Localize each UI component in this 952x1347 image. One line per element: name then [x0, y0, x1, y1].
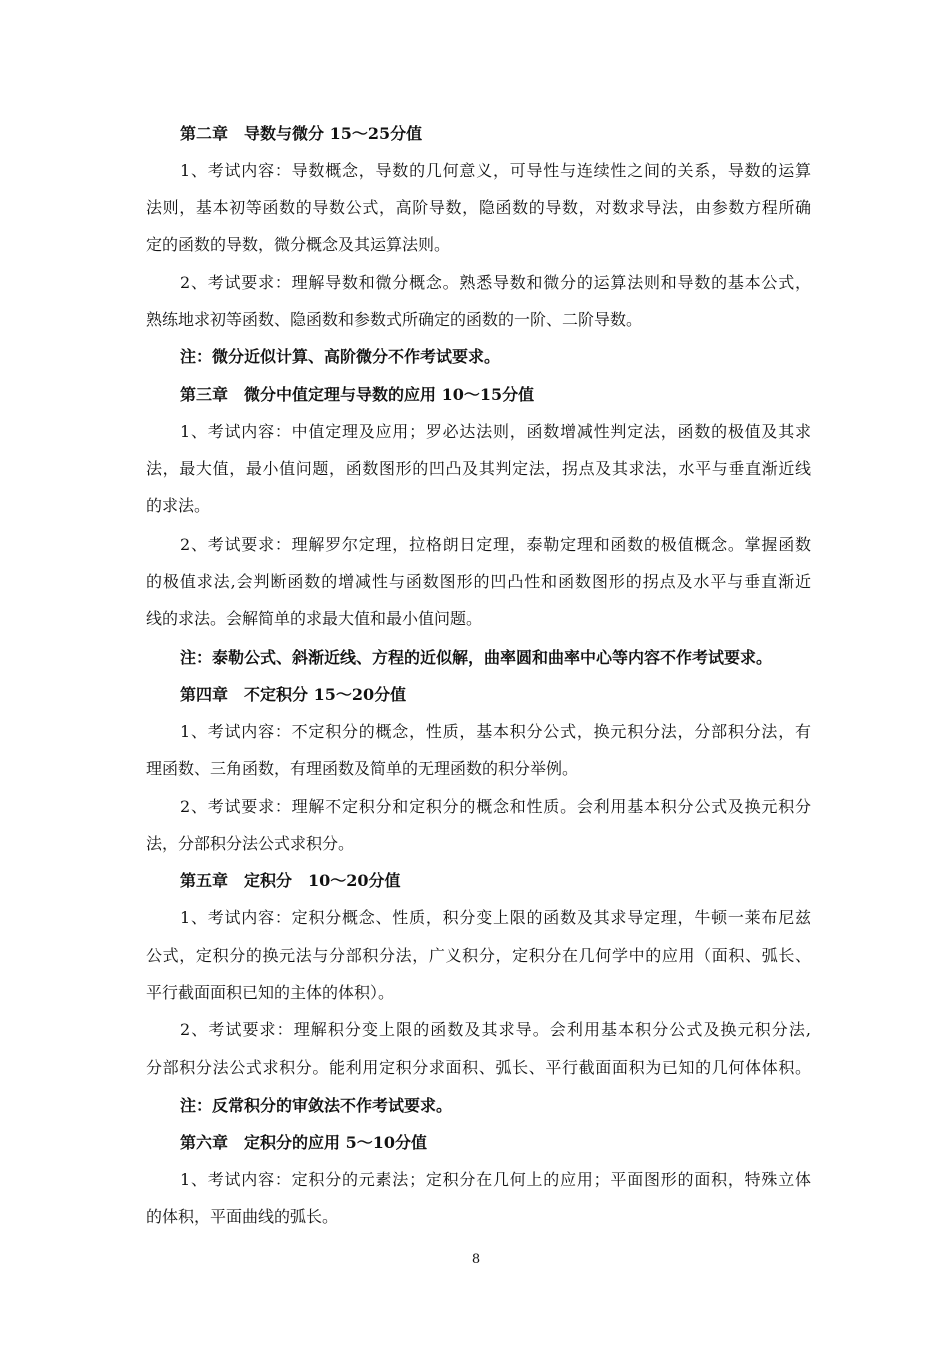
chapter-3-heading: 第三章 微分中值定理与导数的应用 10～15分值: [180, 385, 535, 404]
chapter-4-requirement-line-1: 2、考试要求：理解不定积分和定积分的概念和性质。会利用基本积分公式及换元积分: [180, 797, 811, 816]
chapter-2-requirement-line-1: 2、考试要求：理解导数和微分概念。熟悉导数和微分的运算法则和导数的基本公式，: [180, 273, 811, 292]
chapter-3-note: 注：泰勒公式、斜渐近线、方程的近似解，曲率圆和曲率中心等内容不作考试要求。: [180, 648, 773, 667]
chapter-3-content-line-3: 的求法。: [146, 496, 211, 515]
chapter-6-content-line-1: 1、考试内容：定积分的元素法；定积分在几何上的应用；平面图形的面积，特殊立体: [180, 1170, 811, 1189]
chapter-6-content-line-2: 的体积，平面曲线的弧长。: [146, 1207, 339, 1226]
chapter-4-content-line-1: 1、考试内容：不定积分的概念，性质，基本积分公式，换元积分法，分部积分法，有: [180, 722, 811, 741]
chapter-3-requirement-line-1: 2、考试要求：理解罗尔定理，拉格朗日定理，泰勒定理和函数的极值概念。掌握函数: [180, 535, 811, 554]
chapter-5-heading: 第五章 定积分 10～20分值: [180, 871, 401, 890]
chapter-5-content-line-2: 公式，定积分的换元法与分部积分法，广义积分，定积分在几何学中的应用（面积、弧长、: [146, 946, 811, 965]
chapter-3-requirement-line-2: 的极值求法,会判断函数的增减性与函数图形的凹凸性和函数图形的拐点及水平与垂直渐近: [146, 572, 811, 591]
page-number: 8: [471, 1252, 481, 1267]
chapter-3-requirement-line-3: 线的求法。会解简单的求最大值和最小值问题。: [146, 609, 483, 628]
chapter-2-content-line-2: 法则，基本初等函数的导数公式，高阶导数，隐函数的导数，对数求导法，由参数方程所确: [146, 198, 811, 217]
chapter-5-note: 注：反常积分的审敛法不作考试要求。: [180, 1096, 453, 1115]
chapter-5-requirement-line-2: 分部积分法公式求积分。能利用定积分求面积、弧长、平行截面面积为已知的几何体体积。: [146, 1058, 811, 1077]
chapter-2-requirement-line-2: 熟练地求初等函数、隐函数和参数式所确定的函数的一阶、二阶导数。: [146, 310, 643, 329]
chapter-2-content-line-1: 1、考试内容：导数概念，导数的几何意义，可导性与连续性之间的关系，导数的运算: [180, 161, 811, 180]
chapter-4-heading: 第四章 不定积分 15～20分值: [180, 685, 407, 704]
chapter-5-requirement-line-1: 2、考试要求：理解积分变上限的函数及其求导。会利用基本积分公式及换元积分法,: [180, 1020, 811, 1039]
chapter-4-content-line-2: 理函数、三角函数，有理函数及简单的无理函数的积分举例。: [146, 759, 579, 778]
chapter-2-heading: 第二章 导数与微分 15～25分值: [180, 124, 423, 143]
chapter-4-requirement-line-2: 法，分部积分法公式求积分。: [146, 834, 355, 853]
chapter-2-content-line-3: 定的函数的导数，微分概念及其运算法则。: [146, 235, 451, 254]
chapter-3-content-line-2: 法，最大值，最小值问题，函数图形的凹凸及其判定法，拐点及其求法，水平与垂直渐近线: [146, 459, 811, 478]
chapter-5-content-line-1: 1、考试内容：定积分概念、性质，积分变上限的函数及其求导定理，牛顿一莱布尼兹: [180, 908, 811, 927]
chapter-3-content-line-1: 1、考试内容：中值定理及应用；罗必达法则，函数增减性判定法，函数的极值及其求: [180, 422, 811, 441]
chapter-5-content-line-3: 平行截面面积已知的主体的体积）。: [146, 983, 395, 1002]
chapter-2-note: 注：微分近似计算、高阶微分不作考试要求。: [180, 347, 501, 366]
chapter-6-heading: 第六章 定积分的应用 5～10分值: [180, 1133, 427, 1152]
